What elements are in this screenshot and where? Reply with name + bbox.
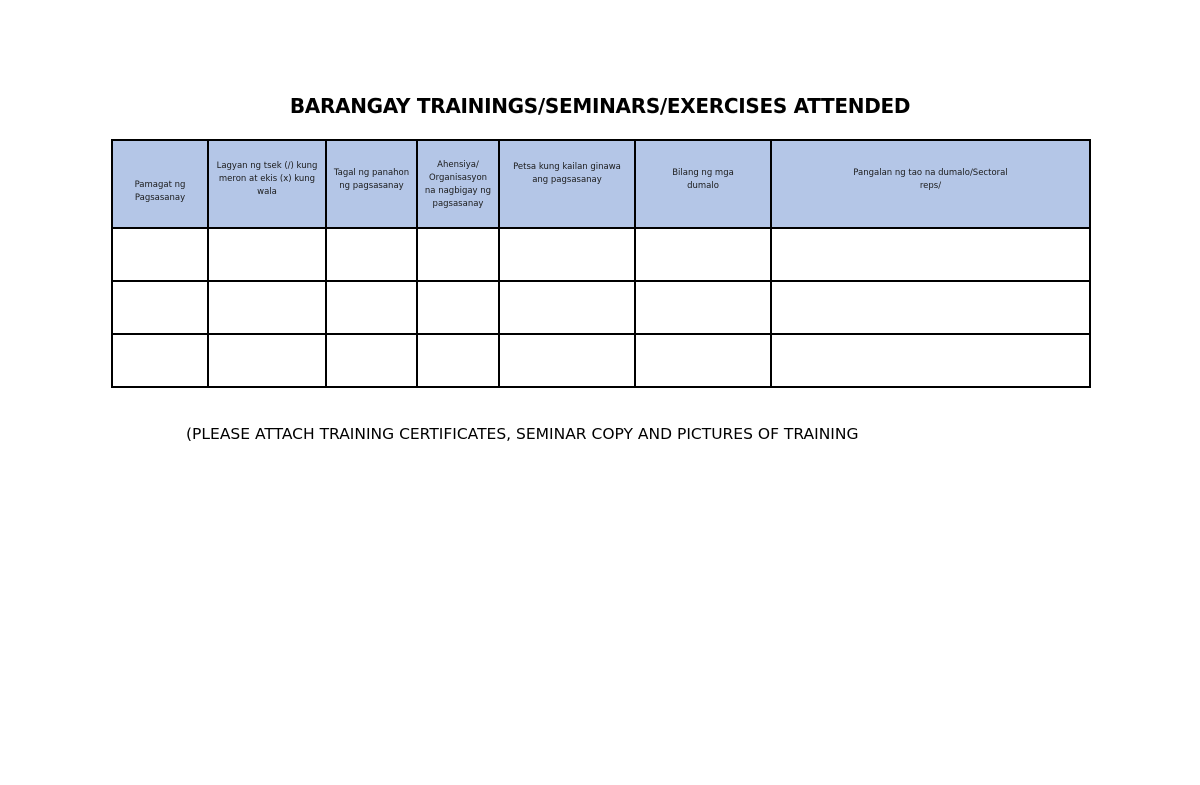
table-cell[interactable] [112, 228, 208, 281]
column-header-attendees-count: Bilang ng mga dumalo [635, 140, 771, 228]
table-cell[interactable] [112, 281, 208, 334]
table-cell[interactable] [326, 228, 417, 281]
table-row [112, 334, 1090, 387]
table-cell[interactable] [771, 281, 1090, 334]
table-cell[interactable] [417, 334, 499, 387]
page-title: BARANGAY TRAININGS/SEMINARS/EXERCISES ATTENDED [289, 94, 911, 118]
table-cell[interactable] [499, 281, 635, 334]
table-cell[interactable] [208, 281, 326, 334]
table-row [112, 228, 1090, 281]
table-cell[interactable] [771, 334, 1090, 387]
table-cell[interactable] [499, 334, 635, 387]
table-cell[interactable] [417, 228, 499, 281]
column-header-attendee-names: Pangalan ng tao na dumalo/Sectoral reps/ [771, 140, 1090, 228]
column-header-duration: Tagal ng panahon ng pagsasanay [326, 140, 417, 228]
column-header-date: Petsa kung kailan ginawa ang pagsasanay [499, 140, 635, 228]
table-cell[interactable] [208, 228, 326, 281]
column-header-title: Pamagat ng Pagsasanay [112, 140, 208, 228]
table-cell[interactable] [326, 281, 417, 334]
table-cell[interactable] [208, 334, 326, 387]
column-header-agency: Ahensiya/ Organisasyon na nagbigay ng pagsasanay [417, 140, 499, 228]
column-header-check: Lagyan ng tsek (/) kung meron at ekis (x) kung wala [208, 140, 326, 228]
table-cell[interactable] [499, 228, 635, 281]
table-cell[interactable] [771, 228, 1090, 281]
table-row [112, 281, 1090, 334]
table-cell[interactable] [326, 334, 417, 387]
table-cell[interactable] [417, 281, 499, 334]
table-cell[interactable] [112, 334, 208, 387]
table-cell[interactable] [635, 228, 771, 281]
trainings-table [111, 139, 1091, 388]
table-cell[interactable] [635, 281, 771, 334]
table-cell[interactable] [635, 334, 771, 387]
attachment-note: (PLEASE ATTACH TRAINING CERTIFICATES, SEMINAR COPY AND PICTURES OF TRAINING [186, 425, 859, 443]
table-header-row [112, 140, 1090, 228]
